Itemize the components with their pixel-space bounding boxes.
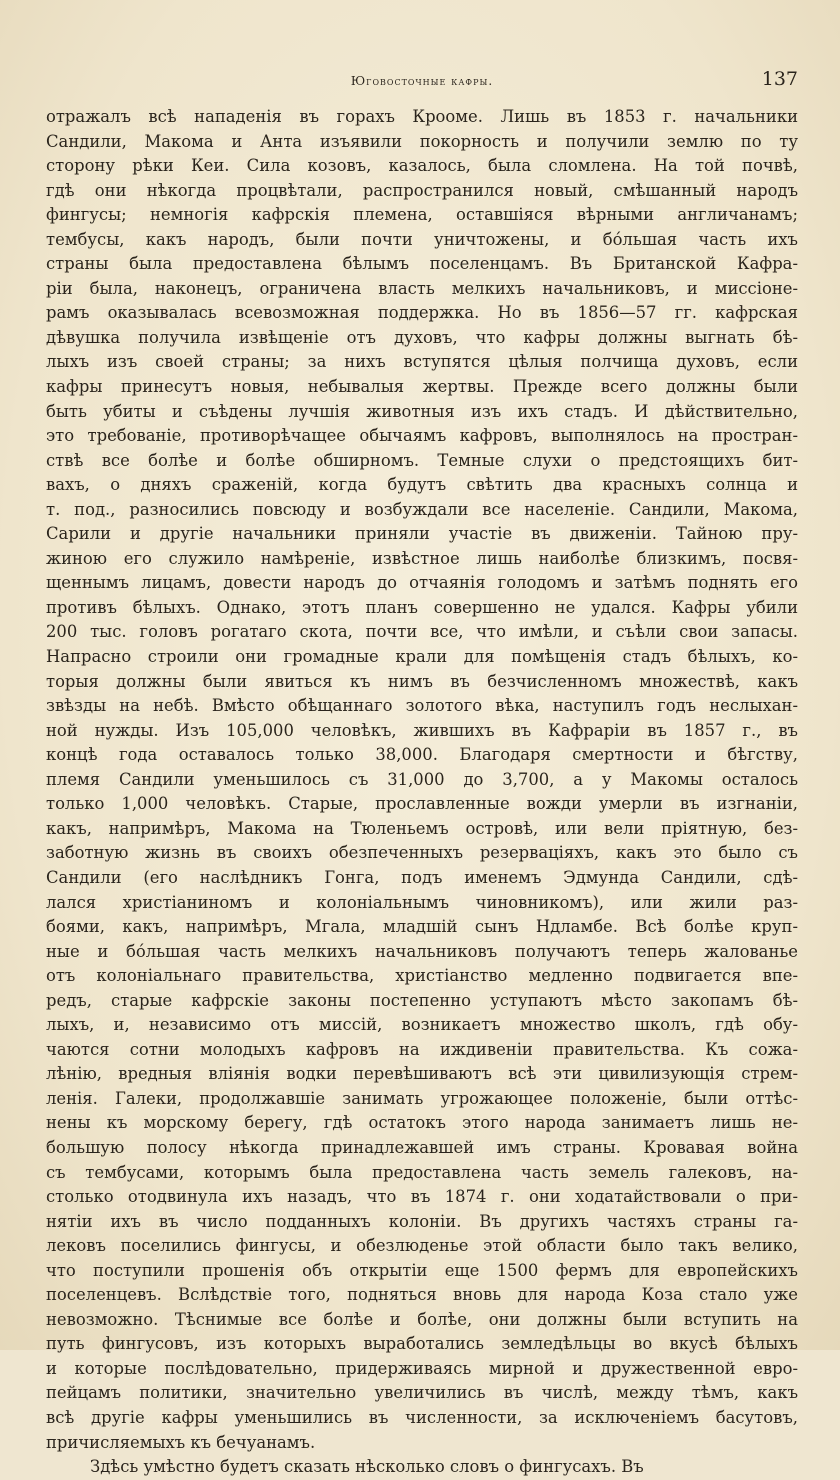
text-line: ной нужды. Изъ 105,000 человѣкъ, жившихъ въ Кафраріи въ 1857 г., въ xyxy=(46,720,798,740)
text-line: фингусы; немногія кафрскія племена, оставшіяся вѣрными англичанамъ; xyxy=(46,205,798,225)
text-line: сторону рѣки Кеи. Сила козовъ, казалось, была сломлена. На той почвѣ, xyxy=(46,156,798,176)
text-line: всѣ другіе кафры уменьшились въ численности, за исключеніемъ басутовъ, xyxy=(46,1407,798,1427)
text-line: пейцамъ политики, значительно увеличились въ числѣ, между тѣмъ, какъ xyxy=(46,1383,798,1403)
text-line: съ тембусами, которымъ была предоставлена часть земель галековъ, на- xyxy=(46,1162,798,1182)
text-line: рамъ оказывалась всевозможная поддержка. Но въ 1856—57 гг. кафрская xyxy=(46,303,798,323)
text-line: вахъ, о дняхъ сраженій, когда будутъ свѣтить два красныхъ солнца и xyxy=(46,475,798,495)
text-line: быть убиты и съѣдены лучшія животныя изъ ихъ стадъ. И дѣйствительно, xyxy=(46,401,798,421)
text-line: это требованіе, противорѣчащее обычаямъ кафровъ, выполнялось на простран- xyxy=(46,426,798,446)
text-line: редъ, старые кафрскіе законы постепенно уступаютъ мѣсто закопамъ бѣ- xyxy=(46,990,798,1010)
text-line: тембусы, какъ народъ, были почти уничтожены, и бо́льшая часть ихъ xyxy=(46,229,798,249)
text-line: отъ колоніальнаго правительства, христіанство медленно подвигается впе- xyxy=(46,966,798,986)
text-line: столько отодвинула ихъ назадъ, что въ 1874 г. они ходатайствовали о при- xyxy=(46,1187,798,1207)
text-line: звѣзды на небѣ. Вмѣсто обѣщаннаго золотого вѣка, наступилъ годъ неслыхан- xyxy=(46,696,798,716)
text-line: страны была предоставлена бѣлымъ поселенцамъ. Въ Британской Кафра- xyxy=(46,254,798,274)
text-line: ствѣ все болѣе и болѣе обширномъ. Темные слухи о предстоящихъ бит- xyxy=(46,450,798,470)
text-line: Сарили и другіе начальники приняли участіе въ движеніи. Тайною пру- xyxy=(46,524,798,544)
text-line: жиною его служило намѣреніе, извѣстное лишь наиболѣе близкимъ, посвя- xyxy=(46,548,798,568)
text-line: поселенцевъ. Вслѣдствіе того, подняться вновь для народа Коза стало уже xyxy=(46,1285,798,1305)
text-line: и которые послѣдовательно, придерживаясь мирной и дружественной евро- xyxy=(46,1358,798,1378)
body-text xyxy=(46,105,798,1480)
text-line: лыхъ, и, независимо отъ миссій, возникаетъ множество школъ, гдѣ обу- xyxy=(46,1015,798,1035)
text-line: концѣ года оставалось только 38,000. Благодаря смертности и бѣгству, xyxy=(46,745,798,765)
text-line: торыя должны были явиться къ нимъ въ безчисленномъ множествѣ, какъ xyxy=(46,671,798,691)
text-line: ріи была, наконецъ, ограничена власть мелкихъ начальниковъ, и миссіоне- xyxy=(46,278,798,298)
page-header xyxy=(46,66,798,96)
running-title: Юговосточные кафры. xyxy=(350,74,494,88)
page-number: 137 xyxy=(761,68,798,90)
text-line: лался христіаниномъ и колоніальнымъ чиновникомъ), или жили раз- xyxy=(46,892,798,912)
text-line: что поступили прошенія объ открытіи еще 1500 фермъ для европейскихъ xyxy=(46,1260,798,1280)
text-line: причисляемыхъ къ бечуанамъ. xyxy=(46,1432,316,1452)
text-line: лековъ поселились фингусы, и обезлюденье этой области было такъ велико, xyxy=(46,1236,798,1256)
text-line: т. под., разносились повсюду и возбуждали все населеніе. Сандили, Макома, xyxy=(46,499,798,519)
text-line: нены къ морскому берегу, гдѣ остатокъ этого народа занимаетъ лишь не- xyxy=(46,1113,798,1133)
text-line: ные и бо́льшая часть мелкихъ начальниковъ получаютъ теперь жалованье xyxy=(46,941,798,961)
text-line: ленія. Галеки, продолжавшіе занимать угрожающее положеніе, были оттѣс- xyxy=(46,1088,798,1108)
text-line: путь фингусовъ, изъ которыхъ выработались земледѣльцы во вкусѣ бѣлыхъ xyxy=(46,1334,798,1354)
text-line: Напрасно строили они громадные крали для помѣщенія стадъ бѣлыхъ, ко- xyxy=(46,647,798,667)
text-line: невозможно. Тѣснимые все болѣе и болѣе, они должны были вступить на xyxy=(46,1309,798,1329)
text-line: заботную жизнь въ своихъ обезпеченныхъ резерваціяхъ, какъ это было съ xyxy=(46,843,798,863)
text-line: 200 тыс. головъ рогатаго скота, почти все, что имѣли, и съѣли свои запасы. xyxy=(46,622,798,642)
text-line: Сандили (его наслѣдникъ Гонга, подъ именемъ Эдмунда Сандили, сдѣ- xyxy=(46,867,798,887)
text-line: боями, какъ, напримѣръ, Мгала, младшій сынъ Ндламбе. Всѣ болѣе круп- xyxy=(46,917,798,937)
text-line: противъ бѣлыхъ. Однако, этотъ планъ совершенно не удался. Кафры убили xyxy=(46,597,798,617)
text-line: чаются сотни молодыхъ кафровъ на иждивеніи правительства. Къ сожа- xyxy=(46,1039,798,1059)
text-line: Сандили, Макома и Анта изъявили покорность и получили землю по ту xyxy=(46,131,798,151)
paragraph-start-line: Здѣсь умѣстно будетъ сказать нѣсколько словъ о фингусахъ. Въ xyxy=(90,1457,644,1477)
text-line: только 1,000 человѣкъ. Старые, прославленные вожди умерли въ изгнаніи, xyxy=(46,794,798,814)
text-line: кафры принесутъ новыя, небывалыя жертвы. Прежде всего должны были xyxy=(46,377,798,397)
text-line: лѣнію, вредныя вліянія водки перевѣшиваютъ всѣ эти цивилизующія стрем- xyxy=(46,1064,798,1084)
text-line: дѣвушка получила извѣщеніе отъ духовъ, что кафры должны выгнать бѣ- xyxy=(46,327,798,347)
text-line: гдѣ они нѣкогда процвѣтали, распространился новый, смѣшанный народъ xyxy=(46,180,798,200)
text-line: какъ, напримѣръ, Макома на Тюленьемъ островѣ, или вели пріятную, без- xyxy=(46,818,798,838)
text-line: лыхъ изъ своей страны; за нихъ вступятся цѣлыя полчища духовъ, если xyxy=(46,352,798,372)
text-line: большую полосу нѣкогда принадлежавшей имъ страны. Кровавая война xyxy=(46,1137,798,1157)
text-line: племя Сандили уменьшилось съ 31,000 до 3,700, а у Макомы осталось xyxy=(46,769,798,789)
text-line: щеннымъ лицамъ, довести народъ до отчаянія голодомъ и затѣмъ поднять его xyxy=(46,573,798,593)
text-line: нятіи ихъ въ число подданныхъ колоніи. Въ другихъ частяхъ страны га- xyxy=(46,1211,798,1231)
text-line: отражалъ всѣ нападенія въ горахъ Крооме. Лишь въ 1853 г. начальники xyxy=(46,107,798,126)
